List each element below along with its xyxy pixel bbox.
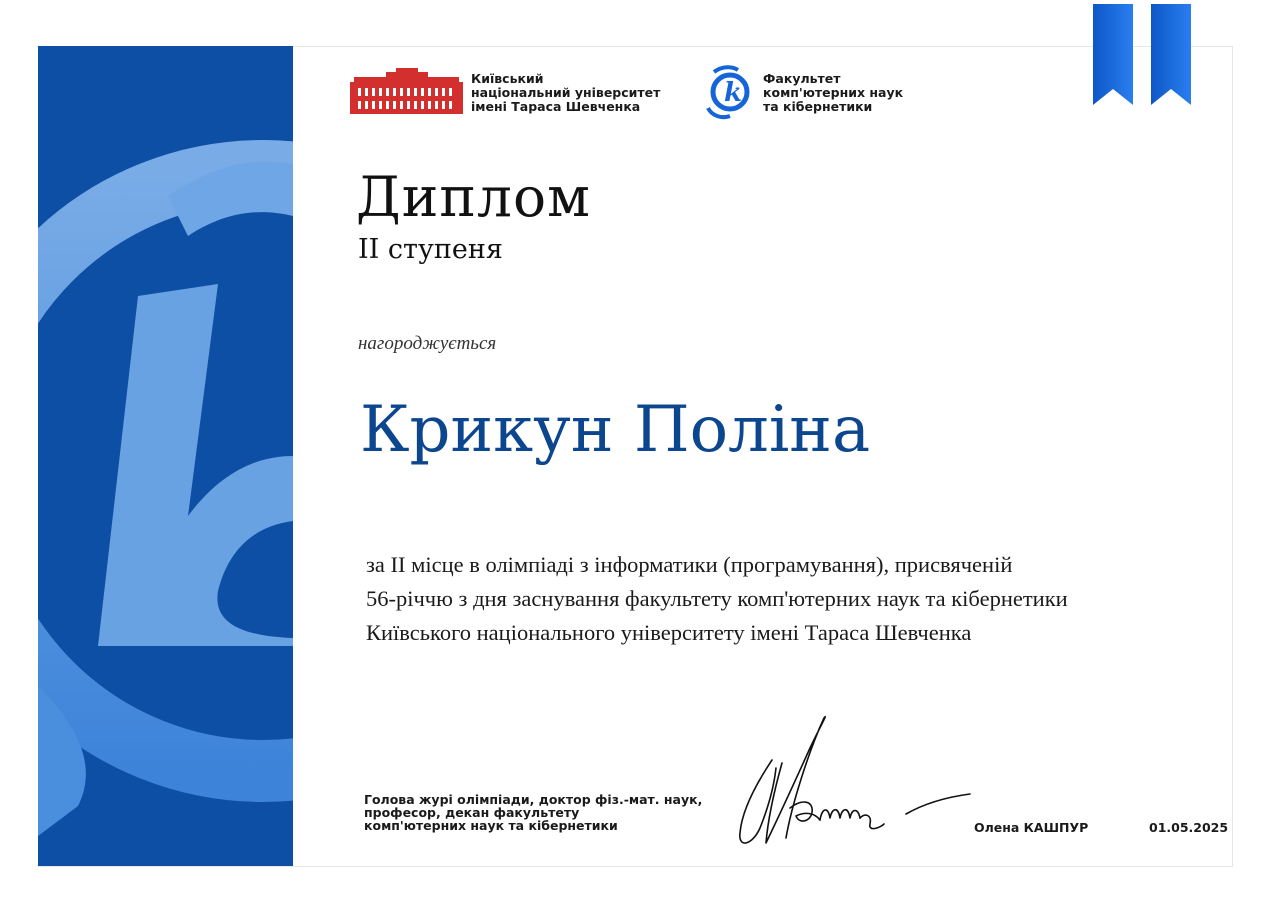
recipient-name: Крикун Поліна (360, 393, 871, 467)
side-panel (38, 46, 293, 866)
faculty-emblem-watermark (38, 46, 293, 866)
signer-title: Голова журі олімпіади, доктор фіз.-мат. наук, професор, декан факультету комп'ютерних наук та кібернетики (364, 792, 703, 833)
handwritten-signature (730, 708, 980, 856)
awarded-text: нагороджується (358, 333, 497, 354)
ribbon-left (1093, 4, 1133, 105)
diploma-degree: II ступеня (358, 234, 503, 265)
reason-line: за II місце в олімпіаді з інформатики (програмування), присвяченій (366, 552, 1013, 577)
reason-line: Київського національного університету імені Тараса Шевченка (366, 620, 972, 645)
faculty-logo-letter: k (724, 78, 743, 108)
university-building-logo (350, 68, 463, 114)
award-reason (366, 548, 1216, 650)
faculty-k-logo (704, 64, 752, 120)
faculty-name: Факультет комп'ютерних наук та кібернетики (763, 71, 904, 114)
university-name: Київський національний університет імені Тараса Шевченка (471, 71, 661, 114)
issue-date: 01.05.2025 (1149, 820, 1229, 835)
signer-name: Олена КАШПУР (974, 820, 1089, 835)
diploma-title: Диплом (356, 165, 591, 229)
reason-line: 56-річчю з дня заснування факультету комп'ютерних наук та кібернетики (366, 586, 1068, 611)
ribbon-right (1151, 4, 1191, 105)
